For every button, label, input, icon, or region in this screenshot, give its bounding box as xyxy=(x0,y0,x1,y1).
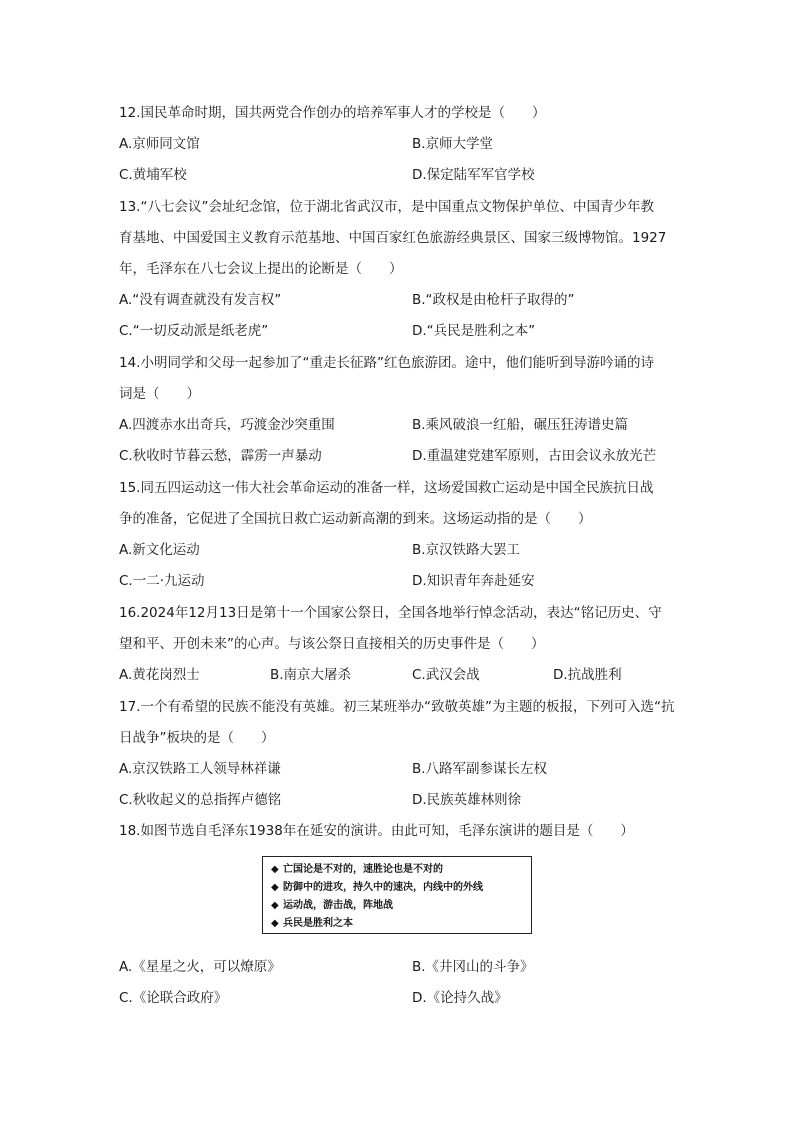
q16-option-d: D.抗战胜利 xyxy=(553,667,622,683)
q17-option-a: A.京汉铁路工人领导林祥谦 xyxy=(119,761,281,777)
diamond-bullet-icon: ◆ xyxy=(271,900,279,911)
question-12-text: 12.国民革命时期，国共两党合作创办的培养军事人才的学校是（ ） xyxy=(119,105,546,121)
q15-option-c: C.一二·九运动 xyxy=(119,573,205,589)
question-13-line-1: 13.“八七会议”会址纪念馆，位于湖北省武汉市，是中国重点文物保护单位、中国青少年教 xyxy=(119,199,654,215)
question-15-line-1: 15.同五四运动这一伟大社会革命运动的准备一样，这场爱国救亡运动是中国全民族抗日战 xyxy=(119,480,654,496)
question-15-line-2: 争的准备，它促进了全国抗日救亡运动新高潮的到来。这场运动指的是（ ） xyxy=(119,511,592,527)
q18-option-c: C.《论联合政府》 xyxy=(119,990,228,1006)
q17-option-d: D.民族英雄林则徐 xyxy=(412,792,522,808)
question-13-line-2: 育基地、中国爱国主义教育示范基地、中国百家红色旅游经典景区、国家三级博物馆。1927 xyxy=(119,230,667,246)
q13-option-c: C.“一切反动派是纸老虎” xyxy=(119,323,269,339)
question-18-text: 18.如图节选自毛泽东1938年在延安的演讲。由此可知，毛泽东演讲的题目是（ ） xyxy=(119,823,634,839)
q18-option-d: D.《论持久战》 xyxy=(412,990,508,1006)
excerpt-line-3: ◆ 运动战，游击战，阵地战 xyxy=(271,897,523,915)
q17-option-b: B.八路军副参谋长左权 xyxy=(412,761,548,777)
q16-option-a: A.黄花岗烈士 xyxy=(119,667,200,683)
question-16-line-1: 16.2024年12月13日是第十一个国家公祭日，全国各地举行悼念活动，表达“铭记历史、守 xyxy=(119,605,662,621)
q17-option-c: C.秋收起义的总指挥卢德铭 xyxy=(119,792,282,808)
q12-option-a: A.京师同文馆 xyxy=(119,136,200,152)
q12-option-b: B.京师大学堂 xyxy=(412,136,494,152)
question-14-line-2: 词是（ ） xyxy=(119,386,200,402)
speech-excerpt-figure xyxy=(262,856,532,934)
q15-option-d: D.知识青年奔赴延安 xyxy=(412,573,535,589)
q12-option-c: C.黄埔军校 xyxy=(119,167,187,183)
diamond-bullet-icon: ◆ xyxy=(271,864,279,875)
question-14-line-1: 14.小明同学和父母一起参加了“重走长征路”红色旅游团。途中，他们能听到导游吟诵的诗 xyxy=(119,355,654,371)
diamond-bullet-icon: ◆ xyxy=(271,918,279,929)
q12-option-d: D.保定陆军军官学校 xyxy=(412,167,535,183)
excerpt-line-1: ◆ 亡国论是不对的，速胜论也是不对的 xyxy=(271,861,523,879)
question-13-line-3: 年，毛泽东在八七会议上提出的论断是（ ） xyxy=(119,261,403,277)
excerpt-line-4: ◆ 兵民是胜利之本 xyxy=(271,915,523,933)
question-17-line-1: 17.一个有希望的民族不能没有英雄。初三某班举办“致敬英雄”为主题的板报，下列可入选“抗 xyxy=(119,699,675,715)
excerpt-line-2: ◆ 防御中的进攻，持久中的速决，内线中的外线 xyxy=(271,879,523,897)
q13-option-b: B.“政权是由枪杆子取得的” xyxy=(412,292,575,308)
q13-option-d: D.“兵民是胜利之本” xyxy=(412,323,536,339)
q16-option-b: B.南京大屠杀 xyxy=(270,667,352,683)
q14-option-b: B.乘风破浪一红船，碾压狂涛谱史篇 xyxy=(412,417,629,433)
q18-option-a: A.《星星之火，可以燎原》 xyxy=(119,959,281,975)
q15-option-a: A.新文化运动 xyxy=(119,542,200,558)
q15-option-b: B.京汉铁路大罢工 xyxy=(412,542,521,558)
q14-option-a: A.四渡赤水出奇兵，巧渡金沙突重围 xyxy=(119,417,335,433)
question-17-line-2: 日战争”板块的是（ ） xyxy=(119,730,275,746)
q14-option-c: C.秋收时节暮云愁，霹雳一声暴动 xyxy=(119,448,322,464)
q18-option-b: B.《井冈山的斗争》 xyxy=(412,959,534,975)
q16-option-c: C.武汉会战 xyxy=(412,667,480,683)
question-16-line-2: 望和平、开创未来”的心声。与该公祭日直接相关的历史事件是（ ） xyxy=(119,636,545,652)
q13-option-a: A.“没有调查就没有发言权” xyxy=(119,292,282,308)
diamond-bullet-icon: ◆ xyxy=(271,882,279,893)
q14-option-d: D.重温建党建军原则，古田会议永放光芒 xyxy=(412,448,657,464)
